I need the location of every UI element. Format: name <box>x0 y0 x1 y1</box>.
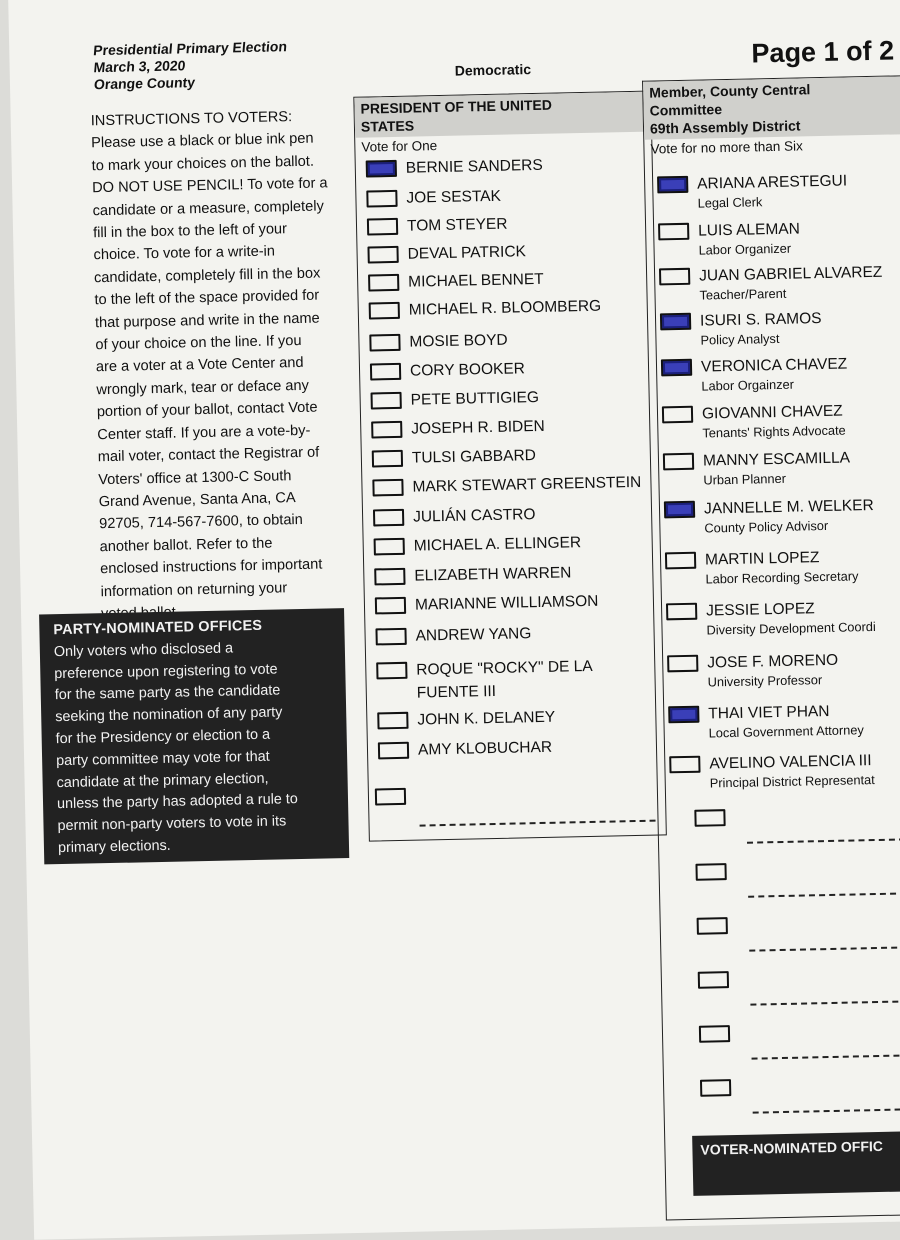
instruction-line: of your choice on the line. If you <box>95 332 302 354</box>
candidate-row[interactable] <box>369 331 508 353</box>
candidate-name: CORY BOOKER <box>409 360 526 380</box>
candidate-text <box>414 563 571 585</box>
candidate-row[interactable] <box>373 505 536 527</box>
candidate-name: BERNIE SANDERS <box>405 156 543 177</box>
committee-contest-header <box>643 73 900 139</box>
candidate-text <box>704 496 874 537</box>
candidate-row[interactable] <box>367 242 526 264</box>
candidate-row[interactable] <box>666 598 876 639</box>
candidate-row[interactable] <box>658 219 800 259</box>
candidate-name: MICHAEL A. ELLINGER <box>413 534 582 555</box>
candidate-row[interactable] <box>378 738 552 761</box>
candidate-text <box>412 473 641 497</box>
candidate-text <box>408 270 544 292</box>
candidate-row[interactable] <box>668 701 864 742</box>
candidate-text <box>699 263 883 304</box>
candidate-name: MICHAEL BENNET <box>408 270 544 291</box>
candidate-occupation: Local Government Attorney <box>708 722 864 741</box>
write-in-row[interactable] <box>697 916 737 935</box>
candidate-row[interactable] <box>665 547 859 588</box>
write-in-checkbox[interactable] <box>700 1079 731 1097</box>
candidate-occupation: Labor Recording Secretary <box>705 568 859 587</box>
vote-checkbox[interactable] <box>662 406 693 424</box>
candidate-name: MOSIE BOYD <box>409 331 508 351</box>
candidate-text <box>415 624 531 645</box>
party-nominated-offices-box <box>39 608 349 864</box>
instruction-line: another ballot. Refer to the <box>99 535 273 555</box>
candidate-name: JUAN GABRIEL ALVAREZ <box>698 263 883 285</box>
candidate-row[interactable] <box>664 496 874 537</box>
ballot-page <box>8 0 900 1240</box>
vote-checkbox[interactable] <box>657 176 688 194</box>
instruction-line: candidate, completely fill in the box <box>93 265 321 287</box>
committee-title-line2: Committee <box>649 101 723 119</box>
candidate-text <box>708 701 864 741</box>
voter-nominated-title: VOTER-NOMINATED OFFIC <box>700 1137 884 1158</box>
vote-checkbox[interactable] <box>370 363 401 381</box>
candidate-occupation: Urban Planner <box>703 470 787 488</box>
candidate-text <box>703 448 851 488</box>
candidate-name: JOSEPH R. BIDEN <box>411 417 545 438</box>
party-nominated-text <box>54 636 340 860</box>
candidate-name: MARIANNE WILLIAMSON <box>414 592 599 614</box>
candidate-row[interactable] <box>374 533 582 556</box>
candidate-text <box>407 242 526 263</box>
vote-checkbox[interactable] <box>378 742 409 760</box>
candidate-row[interactable] <box>661 355 848 396</box>
instruction-line: enclosed instructions for important <box>99 556 323 578</box>
candidate-row[interactable] <box>659 263 883 305</box>
candidate-name: ARIANA ARESTEGUI <box>697 172 848 193</box>
president-contest <box>353 91 667 842</box>
write-in-checkbox[interactable] <box>699 1025 730 1043</box>
write-in-row[interactable] <box>694 808 734 827</box>
candidate-text <box>413 505 536 527</box>
write-in-row[interactable] <box>700 1078 740 1097</box>
candidate-row[interactable] <box>657 171 848 212</box>
president-contest-header <box>354 92 651 138</box>
candidate-row[interactable] <box>366 187 501 209</box>
vote-checkbox[interactable] <box>372 479 403 497</box>
vote-checkbox[interactable] <box>667 655 698 673</box>
candidate-text <box>407 215 508 236</box>
candidate-occupation: Principal District Representat <box>709 772 875 791</box>
candidate-name: MARK STEWART GREENSTEIN <box>412 473 642 496</box>
candidate-text <box>409 297 602 320</box>
candidate-row[interactable] <box>663 448 851 489</box>
candidate-row[interactable] <box>662 402 846 443</box>
candidate-text <box>411 417 545 439</box>
candidate-row[interactable] <box>375 624 531 646</box>
vote-checkbox[interactable] <box>664 501 695 519</box>
write-in-checkbox[interactable] <box>698 971 729 989</box>
candidate-name: JOE SESTAK <box>406 187 502 207</box>
party-nominated-line: unless the party has adopted a rule to <box>56 791 298 813</box>
election-header <box>93 38 288 93</box>
candidate-text <box>409 331 508 352</box>
vote-checkbox[interactable] <box>660 313 691 331</box>
vote-checkbox[interactable] <box>369 302 400 320</box>
candidate-occupation: Diversity Development Coordi <box>706 618 876 638</box>
candidate-text <box>406 156 543 178</box>
vote-checkbox[interactable] <box>663 453 694 471</box>
write-in-line[interactable] <box>750 997 900 1005</box>
candidate-row[interactable] <box>370 388 539 411</box>
vote-checkbox[interactable] <box>669 756 700 774</box>
instruction-line: Center staff. If you are a vote-by- <box>97 422 311 443</box>
write-in-line[interactable] <box>753 1105 900 1113</box>
candidate-row[interactable] <box>669 751 875 792</box>
instruction-line: Grand Avenue, Santa Ana, CA <box>98 489 296 511</box>
candidate-text <box>702 402 846 442</box>
voter-nominated-offices-box <box>692 1128 900 1196</box>
write-in-checkbox[interactable] <box>695 863 726 881</box>
candidate-row[interactable] <box>376 657 593 704</box>
party-nominated-line: Only voters who disclosed a <box>53 640 234 660</box>
page-number: Page 1 of 2 <box>751 35 895 69</box>
vote-checkbox[interactable] <box>368 274 399 292</box>
candidate-text <box>414 533 582 556</box>
party-nominated-line: for the Presidency or election to a <box>55 726 271 748</box>
instruction-line: fill in the box to the left of your <box>92 221 288 242</box>
vote-checkbox[interactable] <box>665 552 696 570</box>
president-vote-for: Vote for One <box>361 138 438 155</box>
instruction-line: are a voter at a Vote Center and <box>95 355 304 376</box>
candidate-text <box>412 446 536 468</box>
candidate-text <box>707 651 839 691</box>
president-title-line1: PRESIDENT OF THE UNITED <box>360 96 553 117</box>
candidate-name: JANNELLE M. WELKER <box>703 496 874 518</box>
committee-title-line3: 69th Assembly District <box>649 117 801 137</box>
county-name: Orange County <box>93 74 196 93</box>
write-in-line[interactable] <box>747 835 900 843</box>
candidate-name: MANNY ESCAMILLA <box>702 449 851 470</box>
write-in-line[interactable] <box>420 820 656 827</box>
candidate-text <box>417 708 555 730</box>
candidate-text <box>706 598 876 639</box>
instruction-line: INSTRUCTIONS TO VOTERS: <box>90 109 293 130</box>
instruction-line: mail voter, contact the Registrar of <box>97 444 320 466</box>
party-nominated-line: permit non-party voters to vote in its <box>57 813 287 835</box>
candidate-name: VERONICA CHAVEZ <box>700 355 848 376</box>
vote-checkbox[interactable] <box>377 712 408 730</box>
candidate-row[interactable] <box>370 359 525 381</box>
candidate-name: ISURI S. RAMOS <box>699 310 822 330</box>
candidate-name: ELIZABETH WARREN <box>414 564 572 585</box>
vote-checkbox[interactable] <box>374 568 405 586</box>
candidate-name: MICHAEL R. BLOOMBERG <box>408 297 602 319</box>
candidate-row[interactable] <box>374 563 571 586</box>
president-write-in-row[interactable] <box>375 787 415 806</box>
vote-checkbox[interactable] <box>373 509 404 527</box>
candidate-occupation: Tenants' Rights Advocate <box>702 422 846 441</box>
candidate-text <box>410 388 539 410</box>
instruction-line: Please use a black or blue ink pen <box>91 131 314 152</box>
candidate-text <box>416 657 593 703</box>
vote-checkbox[interactable] <box>376 662 407 680</box>
party-nominated-line: preference upon registering to vote <box>54 661 278 682</box>
instruction-line: 92705, 714-567-7600, to obtain <box>99 512 304 533</box>
candidate-name: AMY KLOBUCHAR <box>417 738 553 759</box>
instruction-line: to mark your choices on the ballot. <box>91 153 315 175</box>
candidate-name: LUIS ALEMAN <box>698 220 801 240</box>
instruction-line: Voters' office at 1300-C South <box>98 467 292 488</box>
candidate-name: JESSIE LOPEZ <box>705 600 815 620</box>
candidate-text <box>709 751 875 791</box>
candidate-text <box>705 547 859 587</box>
candidate-occupation: Labor Orgainzer <box>701 376 795 394</box>
committee-vote-for: Vote for no more than Six <box>650 138 803 157</box>
vote-checkbox[interactable] <box>367 246 398 264</box>
candidate-row[interactable] <box>366 156 543 179</box>
candidate-row[interactable] <box>371 417 545 440</box>
write-in-row[interactable] <box>698 970 738 989</box>
candidate-text <box>418 738 552 760</box>
candidate-occupation: Legal Clerk <box>697 194 763 211</box>
vote-checkbox[interactable] <box>375 628 406 646</box>
election-title: Presidential Primary Election <box>92 38 288 59</box>
candidate-name-cont: FUENTE III <box>416 682 497 702</box>
candidate-name: DEVAL PATRICK <box>407 243 527 263</box>
candidate-occupation: Policy Analyst <box>700 330 780 348</box>
instruction-line: DO NOT USE PENCIL! To vote for a <box>92 175 328 197</box>
candidate-name: MARTIN LOPEZ <box>704 549 820 569</box>
vote-checkbox[interactable] <box>369 334 400 352</box>
candidate-text <box>701 355 848 395</box>
committee-contest <box>642 72 900 1220</box>
candidate-text <box>406 187 501 208</box>
candidate-name: AVELINO VALENCIA III <box>709 752 872 773</box>
instruction-line: information on returning your <box>100 579 288 600</box>
party-nominated-line: candidate at the primary election, <box>56 770 269 791</box>
write-in-row[interactable] <box>699 1024 739 1043</box>
candidate-row[interactable] <box>372 473 641 498</box>
candidate-occupation: University Professor <box>707 672 823 690</box>
candidate-name: JULIÁN CASTRO <box>412 506 536 526</box>
instruction-line: to the left of the space provided for <box>94 287 320 309</box>
candidate-text <box>698 219 800 258</box>
party-nominated-line: for the same party as the candidate <box>54 682 281 704</box>
vote-checkbox[interactable] <box>366 190 397 208</box>
vote-checkbox[interactable] <box>661 359 692 377</box>
candidate-row[interactable] <box>667 651 839 692</box>
vote-checkbox[interactable] <box>366 160 397 178</box>
candidate-row[interactable] <box>660 309 822 349</box>
party-nominated-line: party committee may vote for that <box>55 748 270 769</box>
party-heading: Democratic <box>454 61 532 79</box>
candidate-row[interactable] <box>369 297 602 321</box>
voter-instructions <box>91 105 360 626</box>
candidate-row[interactable] <box>368 270 544 293</box>
president-title-line2: STATES <box>360 117 415 135</box>
candidate-row[interactable] <box>367 215 508 237</box>
write-in-row[interactable] <box>695 862 735 881</box>
party-nominated-line: seeking the nomination of any party <box>55 704 283 726</box>
candidate-occupation: County Policy Advisor <box>704 517 829 536</box>
candidate-text <box>415 592 599 615</box>
candidate-name: GIOVANNI CHAVEZ <box>701 402 843 423</box>
election-date: March 3, 2020 <box>93 57 187 76</box>
write-in-line[interactable] <box>752 1051 900 1059</box>
candidate-occupation: Teacher/Parent <box>699 285 787 303</box>
vote-checkbox[interactable] <box>374 538 405 556</box>
party-nominated-title: PARTY-NOMINATED OFFICES <box>53 617 263 639</box>
vote-checkbox[interactable] <box>371 392 402 410</box>
candidate-name: JOHN K. DELANEY <box>417 708 556 729</box>
vote-checkbox[interactable] <box>375 597 406 615</box>
vote-checkbox[interactable] <box>367 218 398 236</box>
party-nominated-line: primary elections. <box>57 837 171 857</box>
candidate-name: THAI VIET PHAN <box>708 702 830 723</box>
vote-checkbox[interactable] <box>668 706 699 724</box>
vote-checkbox[interactable] <box>666 603 697 621</box>
write-in-checkbox[interactable] <box>697 917 728 935</box>
candidate-name: TOM STEYER <box>406 215 508 235</box>
write-in-checkbox[interactable] <box>375 788 406 806</box>
vote-checkbox[interactable] <box>658 223 689 241</box>
instruction-line: candidate or a measure, completely <box>92 198 324 219</box>
candidate-text <box>697 171 848 211</box>
instruction-line: that purpose and write in the name <box>94 310 320 331</box>
write-in-line[interactable] <box>748 889 900 897</box>
instruction-line: portion of your ballot, contact Vote <box>96 399 318 421</box>
candidate-row[interactable] <box>375 592 599 616</box>
write-in-line[interactable] <box>749 943 900 951</box>
instruction-line: wrongly mark, tear or deface any <box>96 377 310 399</box>
candidate-name: ROQUE "ROCKY" DE LA <box>416 657 593 679</box>
vote-checkbox[interactable] <box>659 268 690 286</box>
candidate-name: ANDREW YANG <box>415 625 532 645</box>
committee-title-line1: Member, County Central <box>649 81 811 101</box>
vote-checkbox[interactable] <box>371 421 402 439</box>
candidate-text <box>700 309 822 349</box>
write-in-checkbox[interactable] <box>694 809 725 827</box>
candidate-row[interactable] <box>377 708 555 731</box>
instruction-line: choice. To vote for a write-in <box>93 243 276 264</box>
candidate-occupation: Labor Organizer <box>698 240 792 258</box>
candidate-name: JOSE F. MORENO <box>707 651 839 672</box>
candidate-name: PETE BUTTIGIEG <box>410 388 540 409</box>
vote-checkbox[interactable] <box>372 450 403 468</box>
candidate-name: TULSI GABBARD <box>411 447 537 467</box>
candidate-text <box>410 359 525 380</box>
candidate-row[interactable] <box>372 446 536 468</box>
